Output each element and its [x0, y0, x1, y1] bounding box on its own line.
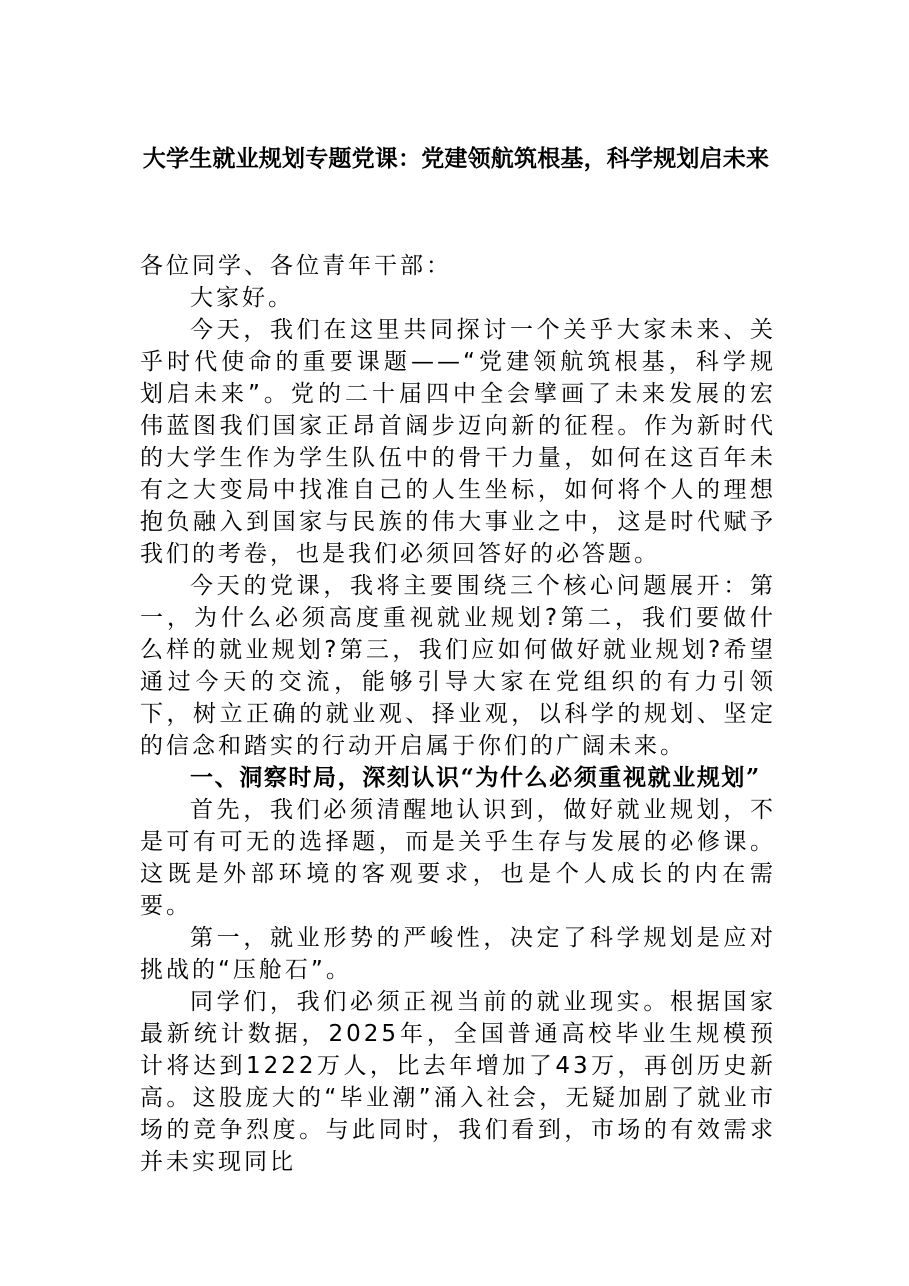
paragraph-first-point: 第一，就业形势的严峻性，决定了科学规划是应对挑战的“压舱石”。 [140, 925, 776, 983]
document-title: 大学生就业规划专题党课：党建领航筑根基，科学规划启未来 [142, 145, 770, 172]
paragraph-statistics: 同学们，我们必须正视当前的就业现实。根据国家最新统计数据，2025年，全国普通高校毕业生规模预计将达到1222万人，比去年增加了43万，再创历史新高。这股庞大的“毕业潮”涌入社会，无疑加剧了就业市场的竞争烈度。与此同时，我们看到，市场的有效需求并未实现同比 [140, 989, 776, 1175]
salutation: 各位同学、各位青年干部： [140, 253, 452, 279]
document-body [140, 250, 776, 1178]
paragraph-greeting: 大家好。 [190, 285, 294, 311]
paragraph-section-intro: 首先，我们必须清醒地认识到，做好就业规划，不是可有可无的选择题，而是关乎生存与发展的必修课。这既是外部环境的客观要求，也是个人成长的内在需要。 [140, 797, 776, 919]
paragraph-intro: 今天，我们在这里共同探讨一个关乎大家未来、关乎时代使命的重要课题——“党建领航筑根基，科学规划启未来”。党的二十届四中全会擘画了未来发展的宏伟蓝图我们国家正昂首阔步迈向新的征程。作为新时代的大学生作为学生队伍中的骨干力量，如何在这百年未有之大变局中找准自己的人生坐标，如何将个人的理想抱负融入到国家与民族的伟大事业之中，这是时代赋予我们的考卷，也是我们必须回答好的必答题。 [140, 317, 776, 567]
section-heading: 一、洞察时局，深刻认识“为什么必须重视就业规划” [190, 764, 761, 791]
paragraph-outline: 今天的党课，我将主要围绕三个核心问题展开：第一，为什么必须高度重视就业规划?第二，我们要做什么样的就业规划?第三，我们应如何做好就业规划?希望通过今天的交流，能够引导大家在党组织的有力引领下，树立正确的就业观、择业观，以科学的规划、坚定的信念和踏实的行动开启属于你们的广阔未来。 [140, 573, 776, 759]
